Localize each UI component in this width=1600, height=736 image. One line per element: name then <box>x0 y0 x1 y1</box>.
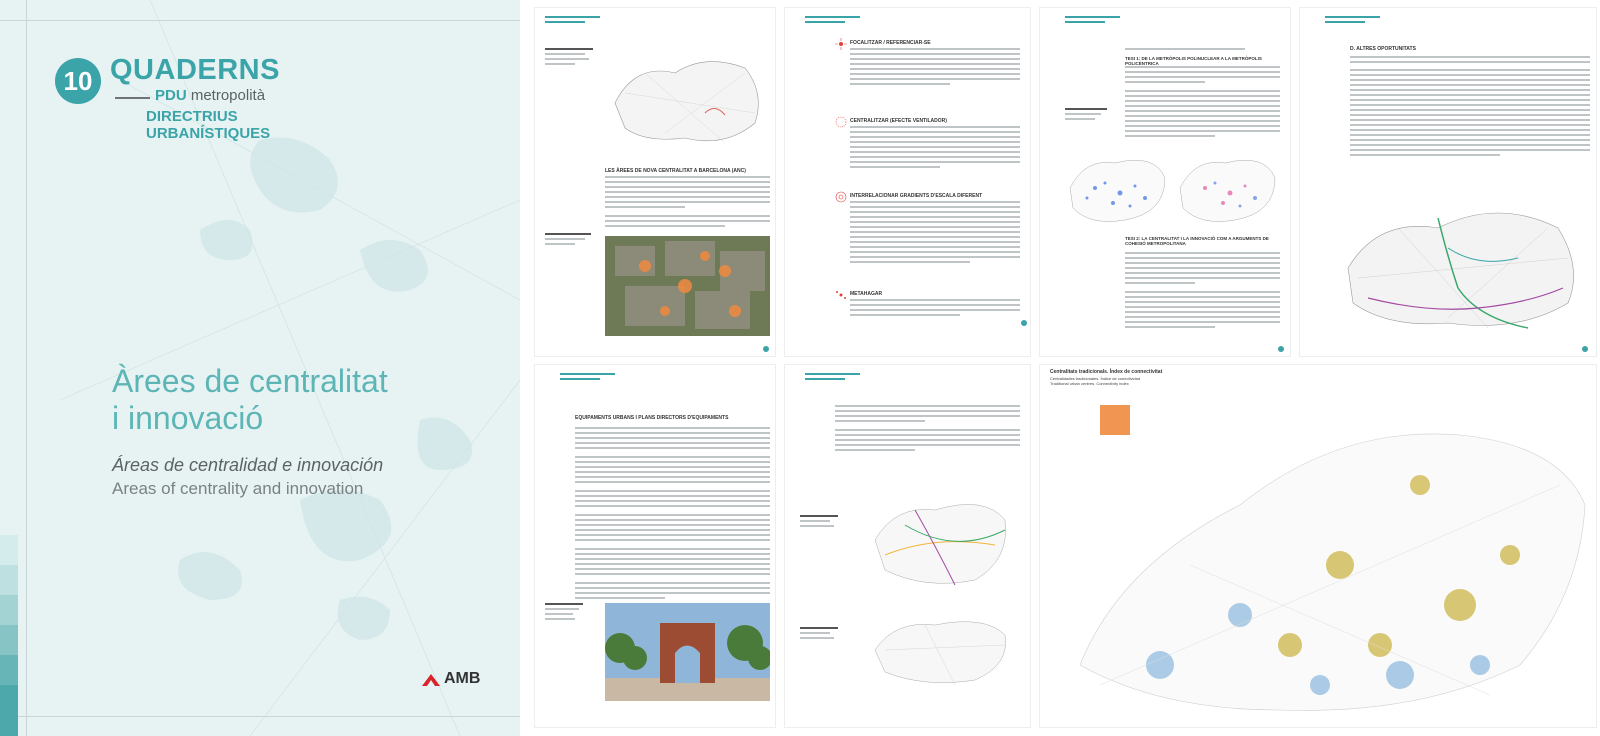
opportunities-map <box>1328 188 1588 338</box>
target-icon <box>835 38 847 50</box>
arc-de-triomf-photo <box>605 603 770 701</box>
map-subtitle: Centralidades tradicionales. Índice de conectividad <box>1050 376 1141 381</box>
cover-page <box>0 0 520 736</box>
sidebar-caption <box>545 48 595 68</box>
polycentric-map-a <box>1065 148 1170 228</box>
body-text <box>1350 56 1590 159</box>
polycentric-map-b <box>1175 148 1280 228</box>
spread-4 <box>1300 8 1596 356</box>
section-heading: LES ÀREES DE NOVA CENTRALITAT A BARCELONA (ANC) <box>605 168 746 174</box>
section-heading: METAHAGAR <box>850 291 883 297</box>
transport-map-2 <box>865 610 1015 690</box>
subtitle-line-2: URBANÍSTIQUES <box>146 125 271 142</box>
map-caption <box>800 515 840 530</box>
page-number <box>1021 320 1027 326</box>
title-english: Areas of centrality and innovation <box>112 479 364 498</box>
gradient-icon <box>835 191 847 203</box>
page-number <box>1582 346 1588 352</box>
title-catalan <box>112 363 388 437</box>
section-heading: FOCALITZAR / REFERENCIAR-SE <box>850 40 931 46</box>
running-head <box>805 16 865 26</box>
body-text <box>605 176 770 230</box>
map-subtitle-en: Traditional urban centres. Connectivity index <box>1050 381 1129 386</box>
section-heading: EQUIPAMENTS URBANS I PLANS DIRECTORS D'EQUIPAMENTS <box>575 415 729 421</box>
body-text <box>575 427 770 602</box>
title-rule <box>115 97 150 99</box>
section-heading: TESI 1: DE LA METRÒPOLIS POLINUCLEAR A LA METRÒPOLIS POLICÈNTRICA <box>1125 56 1262 66</box>
network-icon <box>835 289 847 301</box>
photo-caption <box>545 233 595 248</box>
page-number <box>1278 346 1284 352</box>
title-catalan-line-1: Àrees de centralitat <box>112 363 388 399</box>
cover-guide-line <box>0 716 520 717</box>
aerial-photo <box>605 236 770 336</box>
body-text <box>1125 66 1280 140</box>
ventilator-icon <box>835 116 847 128</box>
spread-1 <box>535 8 775 356</box>
running-head <box>805 373 865 383</box>
body-text <box>850 126 1020 171</box>
body-text <box>850 299 1020 319</box>
title-spanish: Áreas de centralidad e innovación <box>112 455 384 475</box>
running-head <box>560 373 620 383</box>
series-title: QUADERNS <box>110 54 280 86</box>
body-text <box>850 201 1020 266</box>
pdu-suffix: metropolità <box>190 87 266 104</box>
map-title: Centralitats tradicionals. Índex de connectivitat <box>1050 369 1163 375</box>
amb-logo-icon <box>422 672 440 686</box>
spread-3 <box>1040 8 1290 356</box>
cover-guide-line <box>26 0 27 736</box>
section-heading: INTERRELACIONAR GRADIENTS D'ESCALA DIFERENT <box>850 193 983 199</box>
spread-6 <box>785 365 1030 727</box>
title-catalan-line-2: i innovació <box>112 400 264 436</box>
spread-7 <box>1040 365 1596 727</box>
running-head <box>1325 16 1385 26</box>
metropolitan-map <box>605 43 770 153</box>
pdu-prefix: PDU <box>155 87 187 104</box>
page-number <box>763 346 769 352</box>
issue-number-badge: 10 <box>55 58 101 104</box>
series-subtitle <box>146 108 270 142</box>
cover-guide-line <box>0 20 520 21</box>
map-caption <box>1065 108 1110 123</box>
photo-caption <box>545 603 585 623</box>
spread-5 <box>535 365 775 727</box>
running-head <box>1065 16 1125 26</box>
map-caption <box>800 627 840 642</box>
publisher-logo <box>422 670 480 688</box>
spread-2 <box>785 8 1030 356</box>
subtitle-line-1: DIRECTRIUS <box>146 108 238 125</box>
section-heading: CENTRALITZAR (EFECTE VENTILADOR) <box>850 118 947 124</box>
transport-map-1 <box>865 485 1015 595</box>
pdu-label <box>155 87 265 104</box>
cover-color-strip <box>0 535 18 736</box>
running-head <box>545 16 605 26</box>
body-text <box>1125 48 1280 53</box>
section-heading: TESI 2: LA CENTRALITAT I LA INNOVACIÓ COM A ARGUMENTS DE COHESIÓ METROPOLITANA <box>1125 236 1269 246</box>
body-text <box>850 48 1020 88</box>
body-text <box>835 405 1020 454</box>
section-heading: D. ALTRES OPORTUNITATS <box>1350 46 1416 52</box>
body-text <box>1125 252 1280 331</box>
connectivity-map <box>1040 365 1596 727</box>
publisher-name: AMB <box>444 670 481 687</box>
